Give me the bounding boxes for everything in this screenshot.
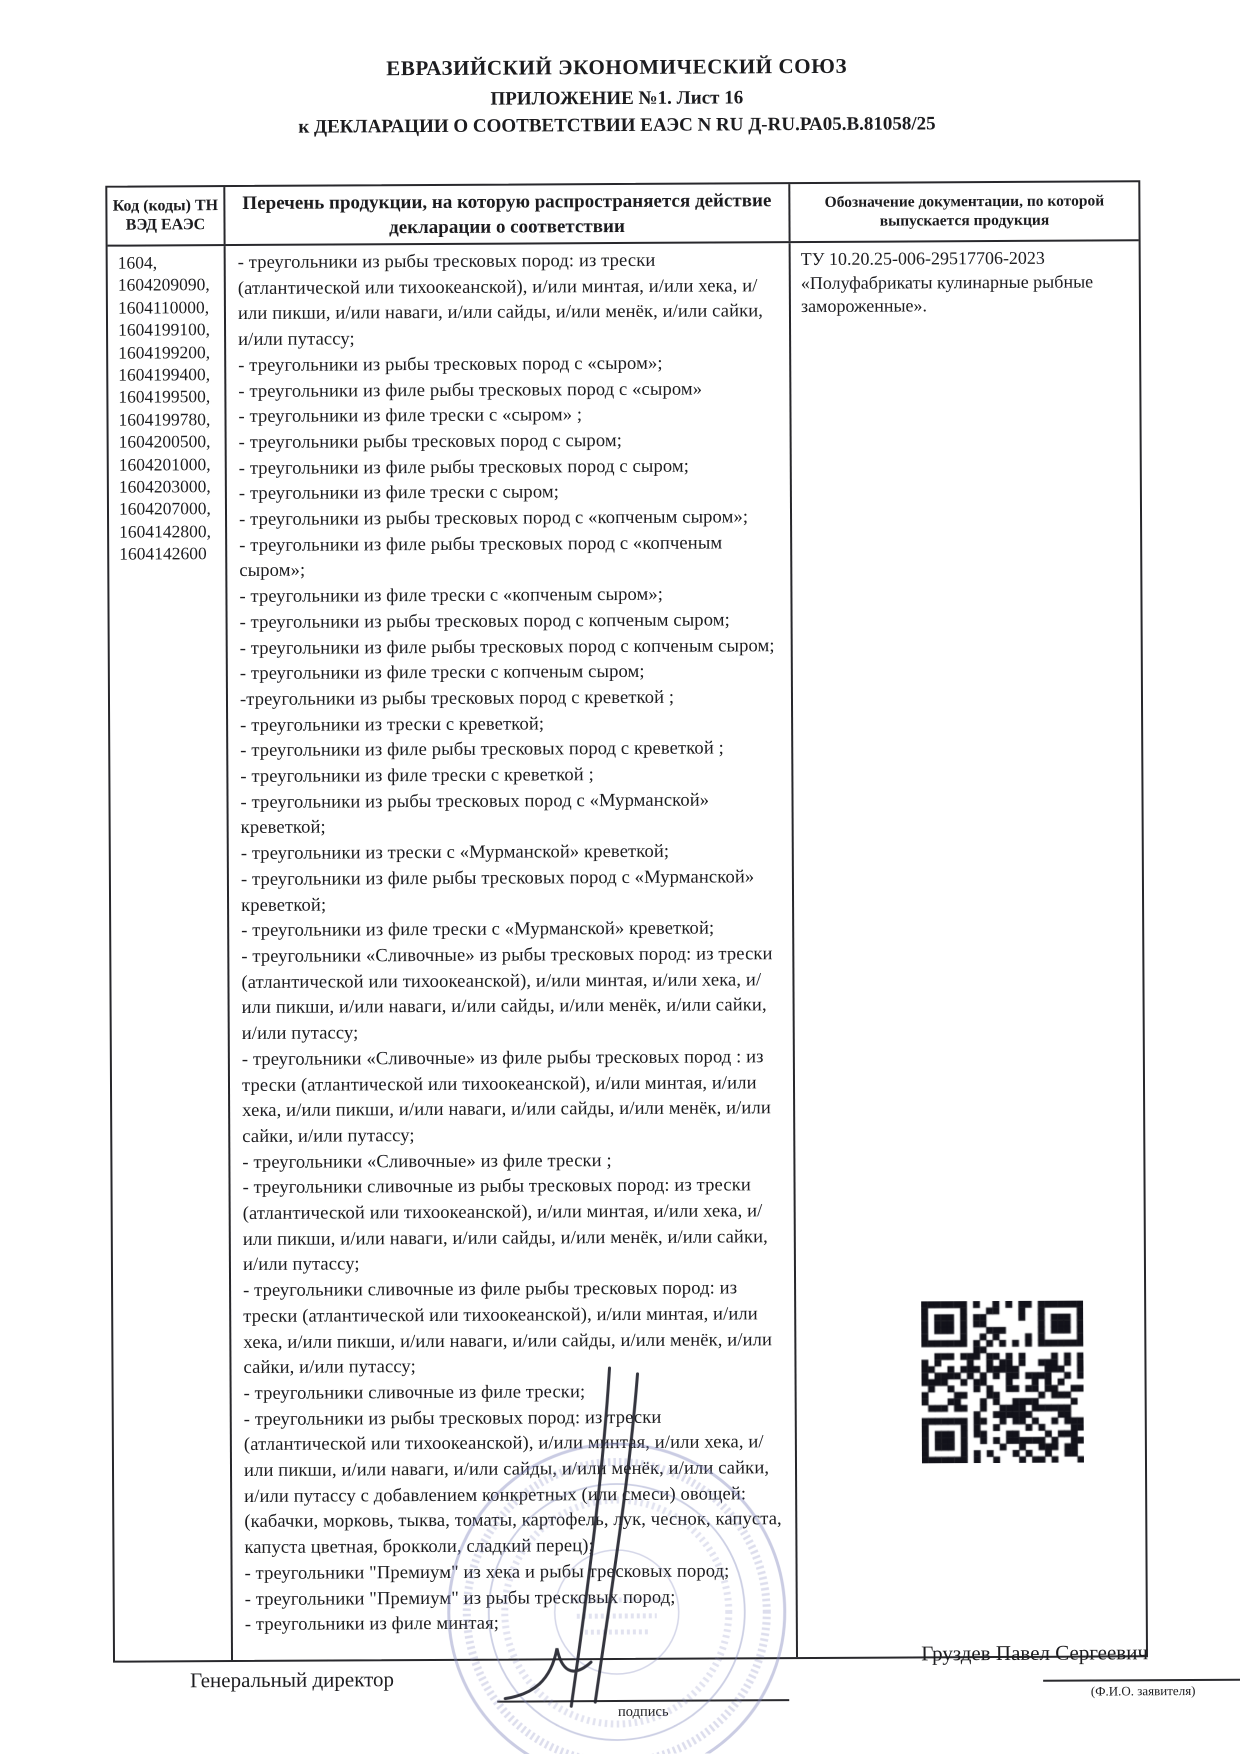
table-body-row bbox=[108, 241, 1146, 1660]
declaration-number: ЕАЭС N RU Д-RU.РА05.В.81058/25 bbox=[640, 113, 936, 136]
product-item: - треугольники из рыбы тресковых пород: из трески (атлантической или тихоокеанской), и/или минтая, и/или хека, и/или пикши, и/или наваги, и/или сайды, и/или менёк, и/или сайки, и/или путассу; bbox=[237, 249, 764, 351]
applicant-line bbox=[1043, 1679, 1240, 1682]
product-item: - треугольники сливочные из филе рыбы тресковых пород: из трески (атлантической или тихоокеанской), и/или минтая, и/или хека, и/или пикши, и/или наваги, и/или сайды, и/или менёк, и/или сайки, и/или путассу; bbox=[243, 1277, 773, 1379]
product-item: - треугольники сливочные из филе трески; bbox=[243, 1381, 586, 1404]
tn-ved-code: 1604142800, bbox=[119, 521, 212, 542]
tn-ved-code: 1604199780, bbox=[118, 408, 211, 430]
codes-cell bbox=[108, 246, 233, 1661]
docs-cell bbox=[791, 241, 1146, 1657]
tn-ved-code: 1604203000, bbox=[118, 476, 211, 497]
tn-ved-code: 1604200500, bbox=[118, 431, 211, 452]
signature-line bbox=[497, 1699, 789, 1703]
document-header bbox=[0, 51, 1237, 141]
product-item: - треугольники из рыбы тресковых пород с «Мурманской» креветкой; bbox=[240, 789, 710, 839]
product-item: - треугольники из филе рыбы тресковых пород с «копченым сыром»; bbox=[239, 532, 723, 582]
documentation-text: ТУ 10.20.25-006-29517706-2023 «Полуфабрикаты кулинарные рыбные замороженные». bbox=[800, 247, 1094, 317]
product-item: - треугольники из филе трески с копченым сыром; bbox=[239, 661, 645, 685]
tn-ved-code: 1604209090, bbox=[117, 274, 210, 296]
tn-ved-code: 1604201000, bbox=[118, 453, 211, 475]
tn-ved-code: 1604199200, bbox=[118, 341, 211, 363]
tn-ved-code: 1604199400, bbox=[118, 364, 211, 385]
product-item: - треугольники из филе рыбы тресковых пород с копченым сыром; bbox=[239, 634, 775, 659]
product-item: - треугольники из филе минтая; bbox=[244, 1612, 500, 1636]
product-item: - треугольники сливочные из рыбы тресковых пород: из трески (атлантической или тихоокеанской), и/или минтая, и/или хека, и/или пикши, и/или наваги, и/или сайды, и/или менёк, и/или сайки, и/или путассу; bbox=[242, 1174, 768, 1276]
product-item: - треугольники «Сливочные» из рыбы тресковых пород: из трески (атлантической или тихоокеанской), и/или минтая, и/или хека, и/или пикши, и/или наваги, и/или сайды, и/или менёк, и/или сайки, и/или путассу; bbox=[241, 943, 773, 1045]
header-docs: Обозначение документации, по которой выпускается продукция bbox=[824, 192, 1105, 230]
product-table bbox=[105, 180, 1148, 1662]
signature-caption: подпись bbox=[617, 1703, 669, 1721]
product-item: - треугольники «Сливочные» из филе трески ; bbox=[242, 1149, 612, 1173]
products-cell bbox=[226, 243, 798, 1660]
qr-code bbox=[921, 1301, 1084, 1464]
product-item: - треугольники из филе рыбы тресковых пород с «Мурманской» креветкой; bbox=[240, 866, 755, 916]
table-header-row bbox=[107, 182, 1138, 246]
header-products: Перечень продукции, на которую распространяется действие декларации о соответствии bbox=[225, 184, 790, 244]
applicant-name: Груздев Павел Сергеевич bbox=[921, 1640, 1149, 1666]
product-item: - треугольники из рыбы тресковых пород с «сыром»; bbox=[238, 352, 663, 376]
product-item: - треугольники «Сливочные» из филе рыбы тресковых пород : из трески (атлантической или тихоокеанской), и/или минтая, и/или хека, и/или пикши, и/или наваги, и/или сайды, и/или менёк, и/или сайки, и/или путассу; bbox=[241, 1046, 771, 1147]
product-item: - треугольники рыбы тресковых пород с сыром; bbox=[238, 429, 623, 453]
product-item: -треугольники из рыбы тресковых пород с креветкой ; bbox=[239, 686, 675, 710]
tn-ved-code: 1604110000, bbox=[117, 296, 210, 318]
header-codes: Код (коды) ТН ВЭД ЕАЭС bbox=[107, 187, 225, 245]
tn-ved-code: 1604142600 bbox=[119, 543, 207, 564]
director-title: Генеральный директор bbox=[190, 1667, 395, 1693]
product-item: - треугольники из филе трески с «Мурманской» креветкой; bbox=[241, 917, 715, 942]
product-item: - треугольники из трески с «Мурманской» креветкой; bbox=[240, 840, 670, 865]
product-item: - треугольники из трески с креветкой; bbox=[240, 713, 545, 736]
product-item: - треугольники из филе трески с «копченым сыром»; bbox=[239, 583, 664, 608]
product-item: - треугольники из рыбы тресковых пород с копченым сыром; bbox=[239, 609, 730, 633]
product-item: - треугольники "Премиум" из хека и рыбы тресковых пород; bbox=[244, 1560, 730, 1584]
tn-ved-code: 1604207000, bbox=[118, 498, 211, 520]
product-item: - треугольники из филе рыбы тресковых пород с сыром; bbox=[238, 455, 690, 479]
product-item: - треугольники "Премиум" из рыбы тресковых пород; bbox=[244, 1586, 676, 1610]
product-item: - треугольники из филе рыбы тресковых пород с «сыром» bbox=[238, 378, 703, 402]
product-item: - треугольники из рыбы тресковых пород с «копченым сыром»; bbox=[238, 506, 749, 531]
product-item: - треугольники из филе трески с креветкой ; bbox=[240, 764, 594, 788]
product-item: - треугольники из филе трески с «сыром» ; bbox=[238, 404, 583, 428]
declaration-line bbox=[0, 111, 1237, 141]
tn-ved-code: 1604199100, bbox=[117, 319, 210, 340]
declaration-prefix: к ДЕКЛАРАЦИИ О СООТВЕТСТВИИ bbox=[298, 114, 641, 138]
product-item: - треугольники из филе трески с сыром; bbox=[238, 481, 560, 505]
appendix-line: ПРИЛОЖЕНИЕ №1. Лист 16 bbox=[490, 87, 744, 110]
product-item: - треугольники из филе рыбы тресковых пород с креветкой ; bbox=[240, 737, 724, 762]
tn-ved-code: 1604199500, bbox=[118, 386, 211, 408]
tn-ved-code: 1604, bbox=[117, 252, 158, 273]
union-title: ЕВРАЗИЙСКИЙ ЭКОНОМИЧЕСКИЙ СОЮЗ bbox=[386, 53, 848, 81]
applicant-caption: (Ф.И.О. заявителя) bbox=[1090, 1683, 1196, 1699]
product-item: - треугольники из рыбы тресковых пород: из трески (атлантической или тихоокеанской), и/или минтая, и/или хека, и/или пикши, и/или наваги, и/или сайды, и/или менёк, и/или сайки, и/или путассу с добавлением конкретных (или смеси) овощей: (кабачки, морковь, тыква, томаты, картофель, лук, чеснок, капуста, капуста цветная, брокколи, сладкий перец); bbox=[243, 1406, 782, 1559]
